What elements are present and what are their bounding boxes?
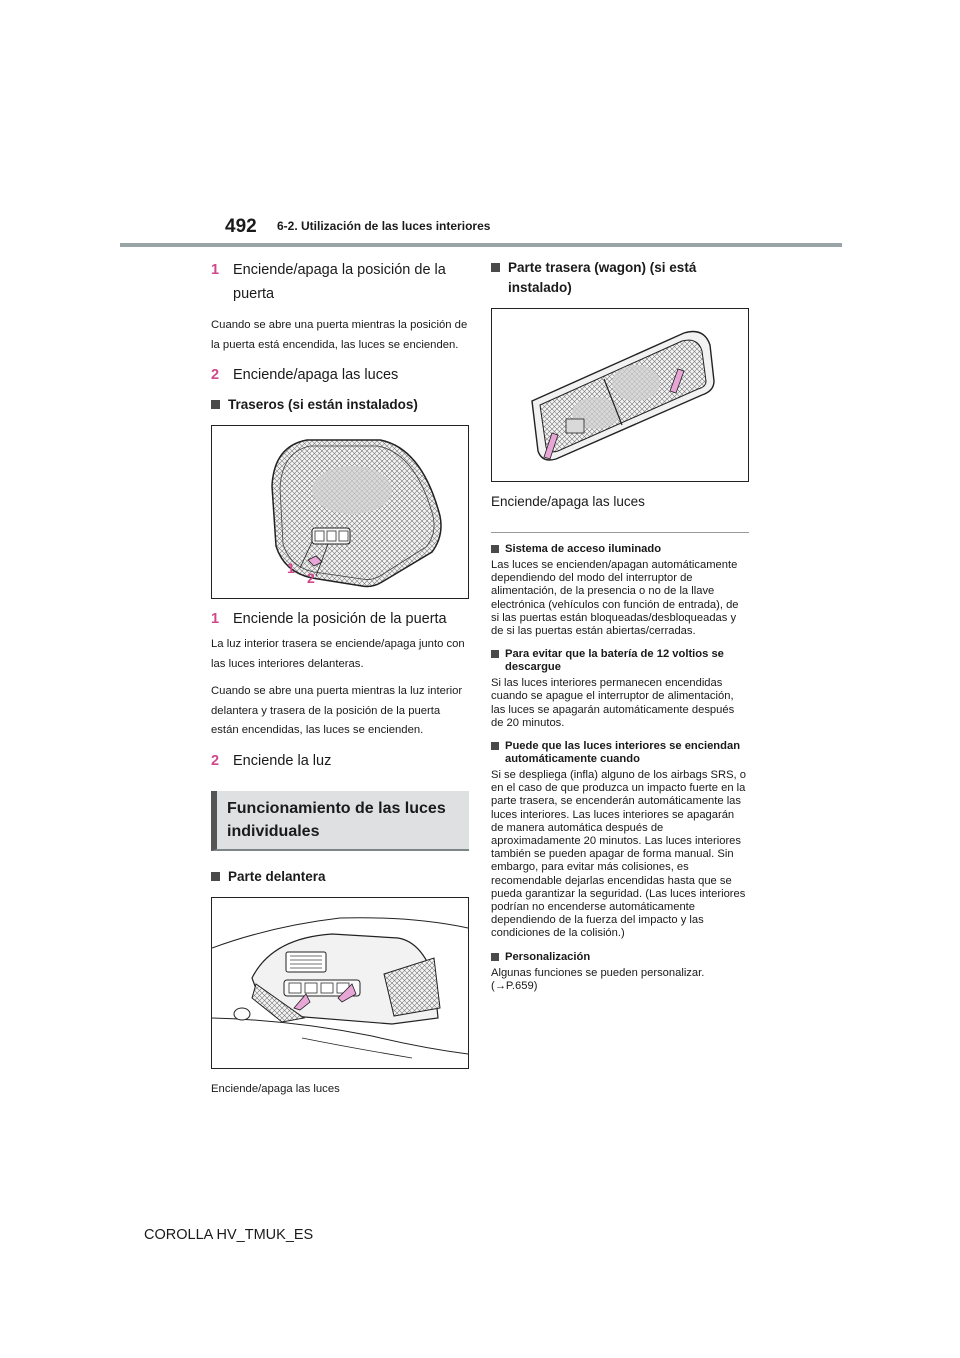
step-label: Enciende/apaga las luces	[233, 367, 399, 383]
section-title: 6-2. Utilización de las luces interiores	[277, 219, 491, 233]
note-customization	[491, 951, 749, 993]
footer-model: COROLLA HV_TMUK_ES	[144, 1227, 314, 1243]
page-number: 492	[225, 216, 257, 237]
square-bullet-icon	[491, 742, 499, 750]
square-bullet-icon	[491, 545, 499, 553]
square-bullet-icon	[491, 650, 499, 658]
front-caption: Enciende/apaga las luces	[211, 1082, 340, 1095]
front-light-figure	[211, 897, 469, 1069]
note-body: Algunas funciones se pueden personalizar. (→P.659)	[491, 966, 705, 992]
wagon-light-figure	[491, 308, 749, 482]
wagon-caption: Enciende/apaga las luces	[491, 494, 645, 509]
step-1-description: Cuando se abre una puerta mientras la posición de la puerta está encendida, las luces se encienden.	[211, 319, 468, 351]
front-heading: Parte delantera	[211, 867, 469, 887]
note-body: Si las luces interiores permanecen encendidas cuando se apague el interruptor de alimentación, las luces se apagarán automáticamente después de 20 minutos.	[491, 677, 735, 729]
rear-heading: Traseros (si están instalados)	[211, 395, 469, 415]
square-bullet-icon	[491, 263, 500, 272]
rear-light-illustration	[212, 426, 468, 598]
step-number: 1	[211, 262, 220, 278]
note-title: Sistema de acceso iluminado	[505, 543, 662, 555]
callout-1: 1	[287, 560, 295, 576]
note-title: Personalización	[505, 950, 591, 963]
rear-step-1-description: La luz interior trasera se enciende/apaga junto con las luces interiores delanteras.	[211, 638, 465, 670]
step-label: Enciende/apaga la posición de la puerta	[233, 262, 446, 302]
right-column	[491, 258, 749, 1003]
rear-light-figure	[211, 425, 469, 599]
square-bullet-icon	[211, 400, 220, 409]
note-body: Las luces se encienden/apagan automáticamente dependiendo del modo del interruptor de alimentación, de la presencia o no de la llave electrónica (vehículos con función de entrada), de si las puertas están bloqueadas/desbloqueadas y de si las puertas están abiertas/cerradas.	[491, 559, 739, 638]
left-column	[211, 258, 469, 1097]
note-battery	[491, 648, 749, 730]
step-2	[211, 363, 469, 387]
step-number: 1	[211, 611, 220, 627]
notes-divider	[491, 532, 749, 533]
step-label: Enciende la luz	[233, 752, 332, 769]
note-illuminated-entry	[491, 543, 749, 638]
square-bullet-icon	[211, 872, 220, 881]
rear-step-1	[211, 607, 469, 631]
step-label: Enciende la posición de la puerta	[233, 611, 447, 627]
square-bullet-icon	[491, 953, 499, 961]
note-title: Puede que las luces interiores se enciendan automáticamente cuando	[505, 740, 741, 766]
rear-step-2	[211, 749, 469, 773]
step-1	[211, 258, 469, 306]
step-number: 2	[211, 752, 220, 769]
note-automatic-lights	[491, 740, 749, 941]
wagon-heading: Parte trasera (wagon) (si está instalado)	[491, 258, 749, 298]
front-light-illustration	[212, 898, 468, 1068]
note-title: Para evitar que la batería de 12 voltios se descargue	[505, 648, 724, 674]
step-number: 2	[211, 367, 220, 383]
rear-step-1-description-2: Cuando se abre una puerta mientras la luz interior delantera y trasera de la posición de la puerta están encendidas, las luces se encienden.	[211, 685, 463, 736]
individual-lights-heading: Funcionamiento de las luces individuales	[211, 791, 469, 851]
note-body: Si se despliega (infla) alguno de los airbags SRS, o en el caso de que produzca un impacto fuerte en la parte trasera, se encenderán automáticamente las luces interiores. Las luces interiores se apagarán de manera automática después de aproximadamente 20 minutos. Las luces interiores también se pueden apagar de forma manual. Sin embargo, para evitar más colisiones, es recomendable dejarlas encendidas hasta que se pueda garantizar la seguridad. (Las luces interiores podrían no encenderse automáticamente dependiendo de la fuerza del impacto y las condiciones de la colisión.)	[491, 769, 746, 940]
header-rule	[120, 243, 842, 247]
callout-2: 2	[307, 570, 315, 586]
wagon-light-illustration	[492, 309, 748, 481]
